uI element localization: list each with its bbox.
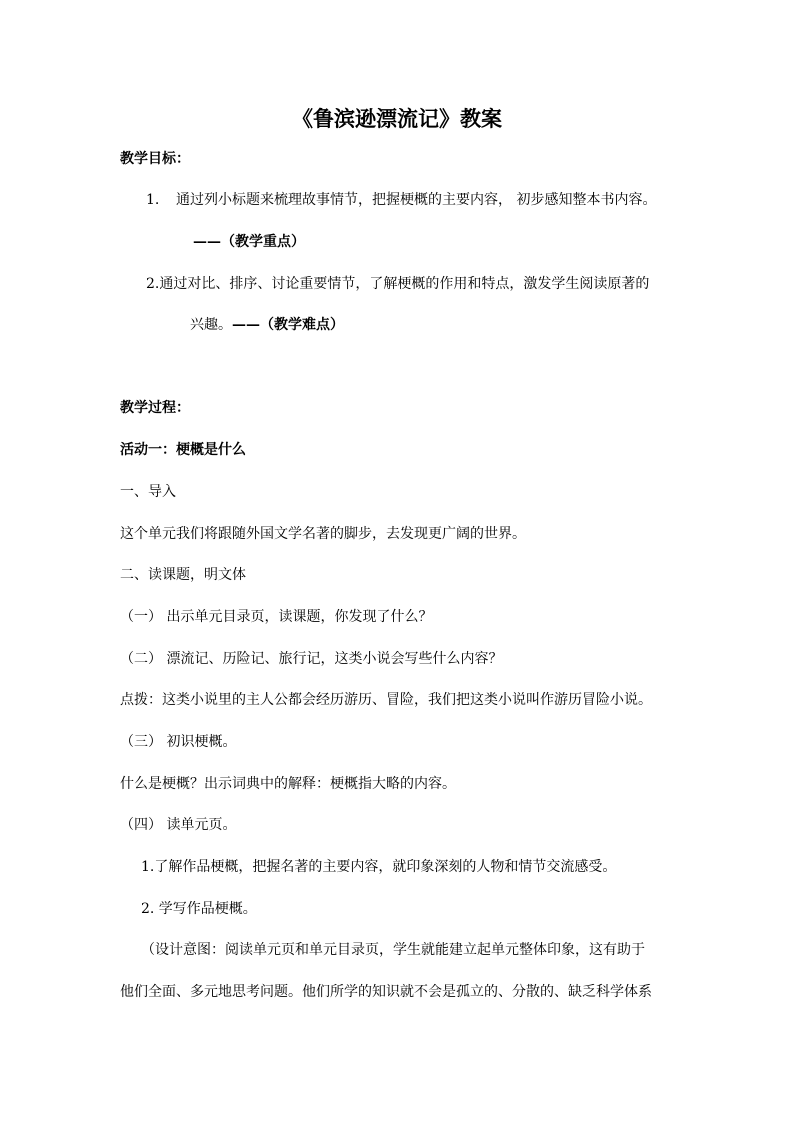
goal-2-tag: ——（教学难点） — [232, 317, 344, 333]
intro-text: 这个单元我们将跟随外国文学名著的脚步，去发现更广阔的世界。 — [120, 526, 526, 542]
goal-2-continuation-text: 兴趣。 — [190, 317, 232, 333]
activity-1-heading: 活动一：梗概是什么 — [120, 442, 246, 458]
item-2: （二） 漂流记、历险记、旅行记，这类小说会写些什么内容？ — [120, 651, 503, 667]
goals-heading: 教学目标： — [120, 151, 190, 167]
document-title: 《鲁滨逊漂流记》教案 — [292, 106, 502, 131]
item-4: （四） 读单元页。 — [120, 817, 237, 833]
section-2-heading: 二、读课题，明文体 — [120, 567, 246, 583]
hint-text: 点拨：这类小说里的主人公都会经历游历、冒险，我们把这类小说叫作游历冒险小说。 — [120, 692, 652, 708]
goal-1-text: 通过列小标题来梳理故事情节，把握梗概的主要内容， 初步感知整本书内容。 — [176, 192, 657, 208]
sub-item-2: 2. 学写作品梗概。 — [141, 901, 257, 917]
sub-item-1: 1.了解作品梗概，把握名著的主要内容，就印象深刻的人物和情节交流感受。 — [141, 859, 617, 875]
process-heading: 教学过程： — [120, 400, 190, 416]
item-3: （三） 初识梗概。 — [120, 734, 237, 750]
goal-2-text: 2.通过对比、排序、讨论重要情节，了解梗概的作用和特点，激发学生阅读原著的 — [146, 276, 650, 292]
goal-1 — [146, 193, 656, 207]
design-intent-line-1: （设计意图：阅读单元页和单元目录页，学生就能建立起单元整体印象，这有助于 — [141, 942, 645, 958]
design-intent-line-2: 他们全面、多元地思考问题。他们所学的知识就不会是孤立的、分散的、缺乏科学体系 — [120, 984, 652, 1000]
goal-2-continuation — [190, 318, 344, 332]
goal-1-number: 1. — [146, 192, 160, 208]
item-1: （一） 出示单元目录页，读课题，你发现了什么？ — [120, 609, 433, 625]
section-1-heading: 一、导入 — [120, 484, 176, 500]
goal-1-tag: ——（教学重点） — [193, 234, 305, 250]
definition-text: 什么是梗概？出示词典中的解释：梗概指大略的内容。 — [120, 776, 456, 792]
